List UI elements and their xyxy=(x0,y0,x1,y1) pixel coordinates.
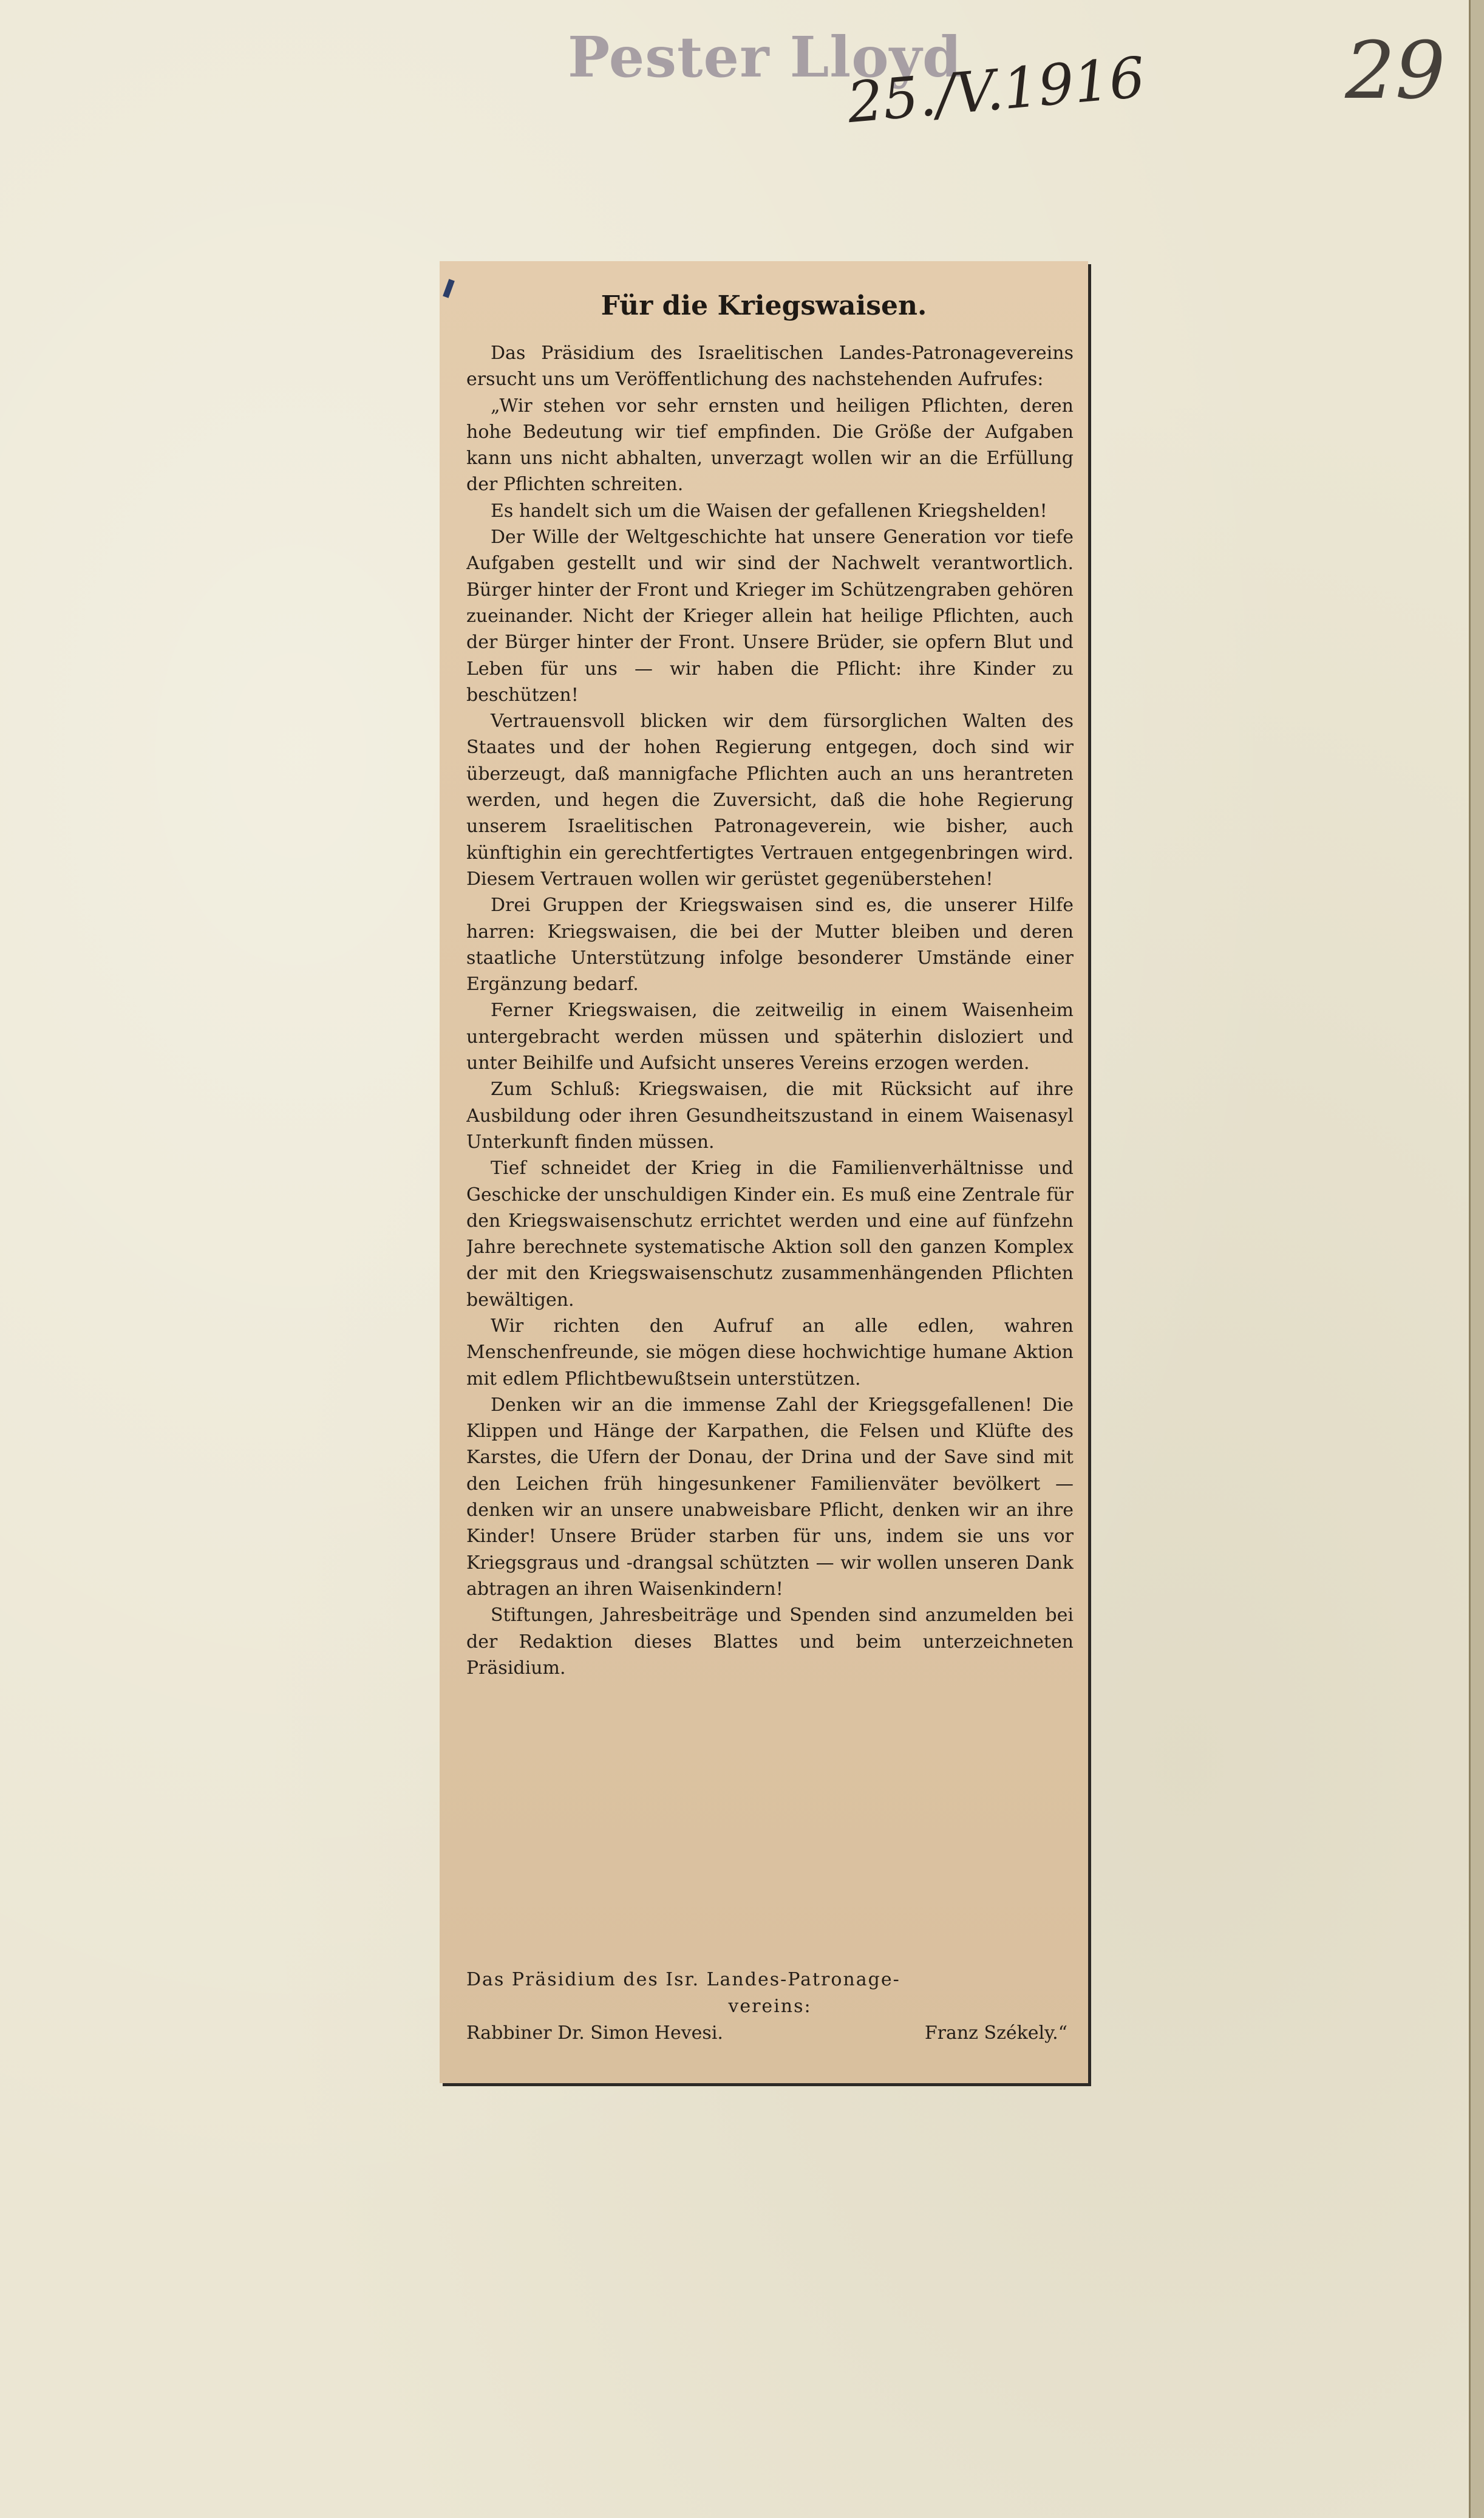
article-paragraph: Das Präsidium des Israelitischen Landes-Patronagevereins ersucht uns um Veröffentlichung des nachstehenden Aufrufes: xyxy=(466,343,1074,391)
article-title: Für die Kriegswaisen. xyxy=(601,290,927,321)
article-paragraph: Zum Schluß: Kriegswaisen, die mit Rücksicht auf ihre Ausbildung oder ihren Gesundheitszustand in einem Waisenasyl Unterkunft finden müssen. xyxy=(466,1079,1074,1153)
signer-left: Rabbiner Dr. Simon Hevesi. xyxy=(466,2022,723,2044)
article-paragraph: Stiftungen, Jahresbeiträge und Spenden sind anzumelden bei der Redaktion dieses Blattes und beim unterzeichneten Präsidium. xyxy=(466,1605,1074,1679)
article-paragraph: „Wir stehen vor sehr ernsten und heiligen Pflichten, deren hohe Bedeutung wir tief empfinden. Die Größe der Aufgaben kann uns nicht abhalten, unverzagt wollen wir an die Erfüllung der Pflichten schreiten. xyxy=(466,395,1074,496)
article-paragraph: Tief schneidet der Krieg in die Familienverhältnisse und Geschicke der unschuldigen Kinder ein. Es muß eine Zentrale für den Kriegswaisenschutz errichtet werden und eine auf fünfzehn Jahre berechnete systematische Aktion soll den ganzen Komplex der mit den Kriegswaisenschutz zusammenhängenden Pflichten bewältigen. xyxy=(466,1158,1074,1311)
signature-signers xyxy=(466,2022,1074,2044)
signature-organization-cont: vereins: xyxy=(728,1996,812,2017)
newspaper-clipping xyxy=(440,261,1088,2083)
signer-right: Franz Székely.“ xyxy=(924,2022,1067,2044)
article-paragraph: Es handelt sich um die Waisen der gefallenen Kriegshelden! xyxy=(491,500,1047,522)
signature-organization: Das Präsidium des Isr. Landes-Patronage- xyxy=(466,1969,900,1990)
article-paragraph: Vertrauensvoll blicken wir dem fürsorglichen Walten des Staates und der hohen Regierung entgegen, doch sind wir überzeugt, daß mannigfache Pflichten auch an uns herantreten werden, und hegen die Zuversicht, daß die hohe Regierung unserem Israelitischen Patronageverein, wie bisher, auch künftighin ein gerechtfertigtes Vertrauen entgegenbringen wird. Diesem Vertrauen wollen wir gerüstet gegenüberstehen! xyxy=(466,711,1074,890)
article-paragraph: Wir richten den Aufruf an alle edlen, wahren Menschenfreunde, sie mögen diese hochwichtige humane Aktion mit edlem Pflichtbewußtsein unterstützen. xyxy=(466,1315,1074,1390)
article-paragraph: Ferner Kriegswaisen, die zeitweilig in einem Waisenheim untergebracht werden müssen und späterhin disloziert und unter Beihilfe und Aufsicht unseres Vereins erzogen werden. xyxy=(466,1000,1074,1074)
article-paragraph: Denken wir an die immense Zahl der Kriegsgefallenen! Die Klippen und Hänge der Karpathen, die Felsen und Klüfte des Karstes, die Ufern der Donau, der Drina und der Save sind mit den Leichen früh hingesunkener Familienväter bevölkert — denken wir an unsere unabweisbare Pflicht, denken wir an ihre Kinder! Unsere Brüder starben für uns, indem sie uns vor Kriegsgraus und -drangsal schützten — wir wollen unseren Dank abtragen an ihren Waisenkindern! xyxy=(466,1394,1074,1600)
article-paragraph: Drei Gruppen der Kriegswaisen sind es, die unserer Hilfe harren: Kriegswaisen, die bei der Mutter bleiben und deren staatliche Unterstützung infolge besonderer Umstände einer Ergänzung bedarf. xyxy=(466,895,1074,995)
handwritten-page-number: 29 xyxy=(1345,24,1446,117)
handwritten-date: 25./V.1916 xyxy=(845,44,1148,136)
article-paragraph: Der Wille der Weltgeschichte hat unsere Generation vor tiefe Aufgaben gestellt und wir sind der Nachwelt verantwortlich. Bürger hinter der Front und Krieger im Schützengraben gehören zueinander. Nicht der Krieger allein hat heilige Pflichten, auch der Bürger hinter der Front. Unsere Brüder, sie opfern Blut und Leben für uns — wir haben die Pflicht: ihre Kinder zu beschützen! xyxy=(466,527,1074,706)
page-edge xyxy=(1469,0,1484,2518)
newspaper-stamp: Pester Lloyd xyxy=(568,24,962,90)
article-body xyxy=(466,340,1074,2016)
